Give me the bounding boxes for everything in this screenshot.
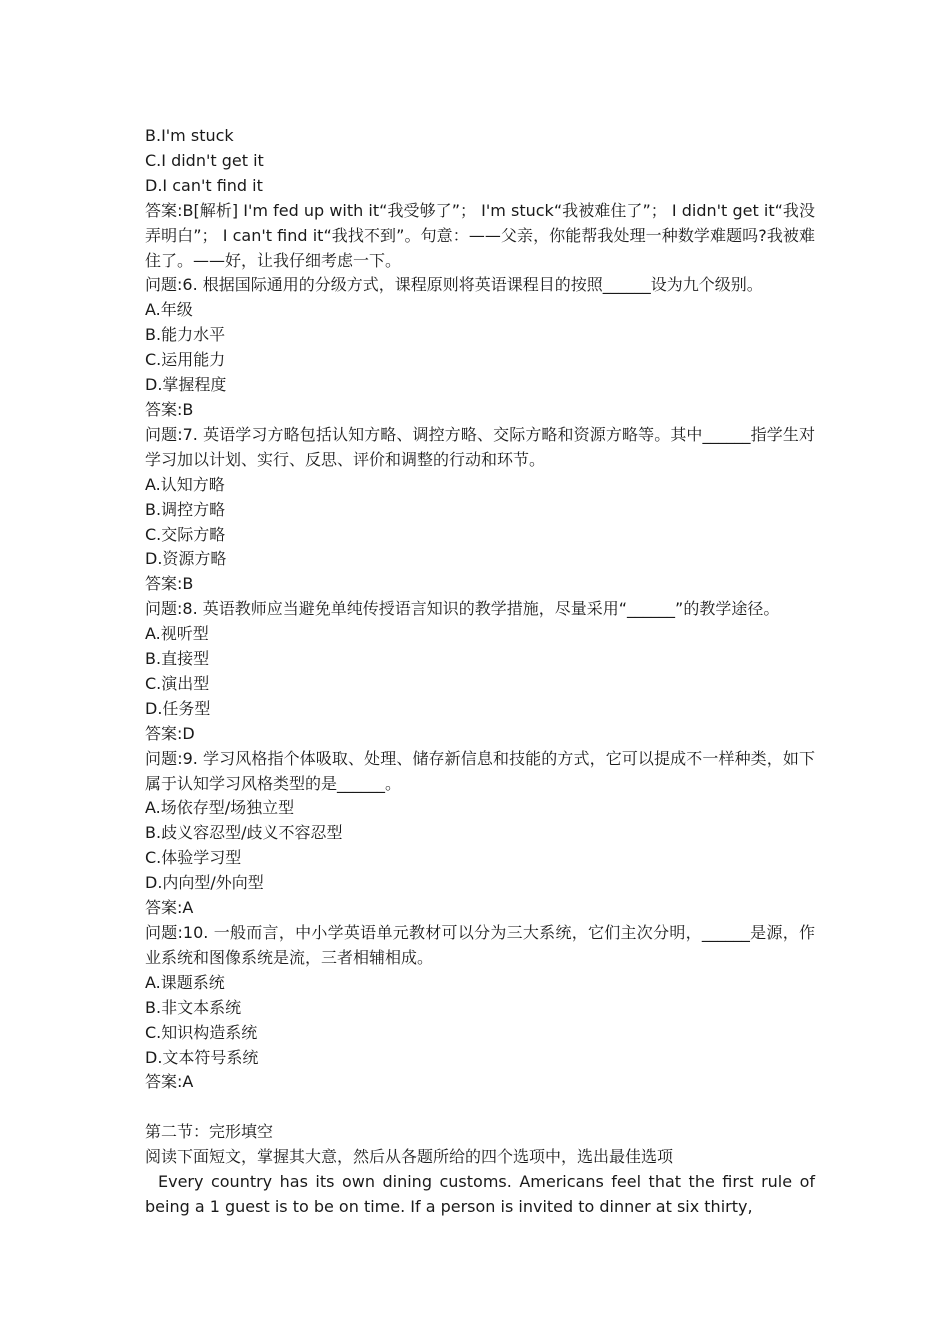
option-a: A.视听型 (145, 624, 209, 644)
section-title: 第二节：完形填空 (145, 1122, 274, 1142)
cloze-passage: Every country has its own dining customs. Americans feel that the first rule of being a 1 guest is to be on time. If a person is invited to dinner at six thirty, (145, 1172, 815, 1216)
option-b: B.调控方略 (145, 499, 226, 519)
question-6: 问题:6. 根据国际通用的分级方式，课程原则将英语课程目的按照______设为九个级别。 (145, 275, 763, 295)
question-10: 问题:10. 一般而言，中小学英语单元教材可以分为三大系统，它们主次分明，______是源，作业系统和图像系统是流，三者相辅相成。 (145, 923, 815, 967)
exam-page (145, 124, 815, 1220)
section-spacer (145, 1095, 815, 1120)
option-c: C.体验学习型 (145, 848, 242, 868)
option-c: C.交际方略 (145, 524, 226, 544)
option-b: B.直接型 (145, 649, 210, 669)
answer: 答案:B (145, 574, 194, 594)
option-b: B.歧义容忍型/歧义不容忍型 (145, 823, 343, 843)
option-d: D.I can't find it (145, 175, 263, 195)
option-b: B.非文本系统 (145, 997, 242, 1017)
option-d: D.掌握程度 (145, 375, 227, 395)
option-a: A.认知方略 (145, 474, 225, 494)
option-a: A.课题系统 (145, 972, 225, 992)
option-c: C.演出型 (145, 673, 210, 693)
option-c: C.知识构造系统 (145, 1022, 258, 1042)
section-instruction: 阅读下面短文，掌握其大意，然后从各题所给的四个选项中，选出最佳选项 (145, 1147, 674, 1167)
answer: 答案:B (145, 399, 194, 419)
option-d: D.文本符号系统 (145, 1047, 259, 1067)
option-d: D.任务型 (145, 698, 211, 718)
answer-explanation: 答案:B[解析] I'm fed up with it“我受够了”； I'm stuck“我被难住了”； I didn't get it“我没弄明白”； I can't find it“我找不到”。句意：——父亲，你能帮我处理一种数学难题吗?我被难住了。——好，让我仔细考虑一下。 (145, 200, 815, 270)
answer: 答案:D (145, 723, 195, 743)
answer: 答案:A (145, 898, 194, 918)
option-d: D.资源方略 (145, 549, 227, 569)
question-7: 问题:7. 英语学习方略包括认知方略、调控方略、交际方略和资源方略等。其中______指学生对学习加以计划、实行、反思、评价和调整的行动和环节。 (145, 424, 815, 469)
option-b: B.I'm stuck (145, 126, 234, 145)
answer: 答案:A (145, 1072, 194, 1092)
option-c: C.运用能力 (145, 350, 226, 370)
option-a: A.年级 (145, 300, 193, 320)
question-9: 问题:9. 学习风格指个体吸取、处理、储存新信息和技能的方式，它可以提成不一样种类，如下属于认知学习风格类型的是______。 (145, 748, 815, 793)
option-d: D.内向型/外向型 (145, 873, 264, 893)
option-c: C.I didn't get it (145, 150, 264, 170)
option-a: A.场依存型/场独立型 (145, 798, 295, 818)
option-b: B.能力水平 (145, 325, 226, 345)
question-8: 问题:8. 英语教师应当避免单纯传授语言知识的教学措施，尽量采用“______”的教学途径。 (145, 599, 780, 619)
